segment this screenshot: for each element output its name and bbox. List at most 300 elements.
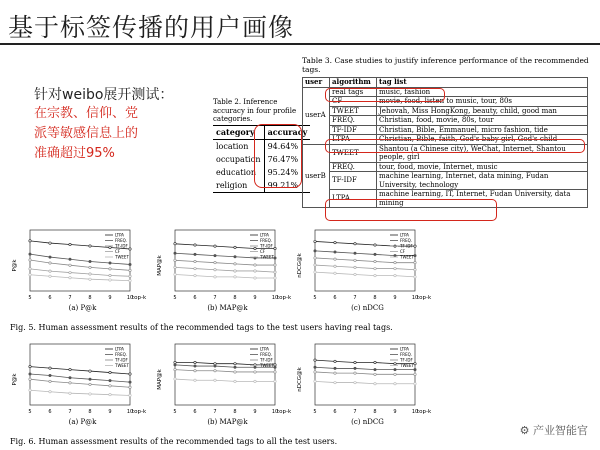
data-point [194, 361, 196, 363]
data-point [374, 383, 376, 385]
table2-cell: religion [213, 179, 264, 193]
legend-label: TWEET [115, 363, 129, 368]
data-point [29, 389, 31, 391]
legend-label: TF-IDF [260, 357, 273, 363]
legend-label: CF [260, 249, 266, 254]
x-tick-label: 5 [28, 409, 32, 415]
x-tick-label: 5 [28, 295, 32, 301]
table3-header-user: user [303, 78, 330, 88]
series-line-tfidf [30, 379, 130, 387]
x-tick-label: 9 [393, 295, 397, 301]
data-point [314, 380, 316, 382]
x-tick-label: 7 [68, 409, 72, 415]
line-chart [155, 342, 300, 427]
x-tick-label: 6 [48, 409, 52, 415]
data-point [214, 370, 216, 372]
data-point [214, 379, 216, 381]
fig6-caption: Fig. 6. Human assessment results of the recommended tags to all the test users. [10, 437, 338, 446]
data-point [214, 365, 216, 367]
table3-user-b: userB [303, 144, 330, 208]
series-line-tfidf [175, 260, 275, 265]
fig5-caption: Fig. 5. Human assessment results of the recommended tags to the test users having real tags. [10, 323, 393, 332]
x-axis-label: top-k [132, 409, 147, 415]
data-point [394, 363, 396, 365]
table-row [303, 172, 588, 190]
data-point [174, 368, 176, 370]
data-point [109, 279, 111, 281]
data-point [274, 364, 276, 366]
data-point [129, 248, 131, 250]
x-tick-label: 6 [333, 409, 337, 415]
data-point [129, 381, 131, 383]
line-chart [10, 342, 155, 427]
data-point [174, 364, 176, 366]
data-point [49, 270, 51, 272]
x-axis-label: top-k [277, 409, 292, 415]
data-point [274, 371, 276, 373]
data-point [194, 274, 196, 276]
series-line-tfidf [175, 370, 275, 372]
data-point [49, 242, 51, 244]
legend-label: FREQ. [400, 238, 413, 243]
series-line-tweet [175, 379, 275, 381]
userA-realtags-highlight-circle [325, 88, 445, 102]
data-point [394, 368, 396, 370]
data-point [49, 391, 51, 393]
data-point [254, 277, 256, 279]
data-point [254, 270, 256, 272]
legend-label: FREQ. [400, 352, 413, 357]
data-point [354, 273, 356, 275]
data-point [29, 240, 31, 242]
data-point [414, 373, 416, 375]
table3-cell: Christian, Bible, Emmanuel, micro fashion, tide [377, 125, 588, 135]
data-point [374, 373, 376, 375]
subplot-label: (b) MAP@k [207, 304, 248, 312]
data-point [194, 267, 196, 269]
data-point [394, 254, 396, 256]
data-point [29, 259, 31, 261]
highlight-line-2: 派等敏感信息上的 [34, 126, 139, 141]
chart-panel [155, 342, 300, 431]
table3-cell: Christian, Bible, faith, God's baby girl, God's child [377, 135, 588, 145]
data-point [234, 246, 236, 248]
data-point [194, 253, 196, 255]
x-tick-label: 7 [213, 295, 217, 301]
table2-header-category: category [213, 126, 264, 140]
data-point [109, 385, 111, 387]
data-point [374, 274, 376, 276]
intro-text: 针对weibo展开测试： [34, 87, 174, 103]
data-point [234, 270, 236, 272]
x-tick-label: 7 [68, 295, 72, 301]
data-point [234, 371, 236, 373]
data-point [314, 257, 316, 259]
table3-cell: machine learning, Internet, data mining, Fudan University, technology [377, 172, 588, 190]
data-point [174, 252, 176, 254]
x-axis-label: top-k [132, 295, 147, 301]
y-axis-label: MAP@k [157, 369, 163, 390]
subplot-label: (b) MAP@k [207, 418, 248, 426]
data-point [414, 269, 416, 271]
x-tick-label: 8 [373, 295, 377, 301]
subplot-label: (c) nDCG [351, 304, 384, 312]
legend-label: LTPA [400, 346, 410, 352]
data-point [89, 245, 91, 247]
data-point [354, 266, 356, 268]
watermark [520, 422, 588, 438]
table3-cell: TF-IDF [330, 172, 377, 190]
data-point [414, 363, 416, 365]
x-tick-label: 9 [393, 409, 397, 415]
table3-caption: Table 3. Case studies to justify inference performance of the recommended tags. [302, 56, 589, 74]
title-underline [0, 43, 600, 45]
data-point [89, 378, 91, 380]
data-point [394, 383, 396, 385]
table2-cell: occupation [216, 155, 261, 164]
x-tick-label: 8 [88, 409, 92, 415]
table3-cell: Jehovah, Miss HongKong, beauty, child, good man [377, 106, 588, 116]
x-tick-label: 5 [173, 409, 177, 415]
x-tick-label: 9 [253, 409, 257, 415]
subplot-label: (a) P@k [68, 304, 97, 312]
data-point [49, 380, 51, 382]
data-point [174, 243, 176, 245]
data-point [274, 366, 276, 368]
series-line-tweet [315, 381, 415, 383]
x-tick-label: 7 [353, 409, 357, 415]
legend-label: TWEET [260, 363, 274, 368]
data-point [334, 381, 336, 383]
chart-panel [10, 342, 155, 431]
data-point [314, 264, 316, 266]
legend-label: LTPA [260, 346, 270, 352]
legend-label: CF [400, 249, 406, 254]
legend-label: CF [115, 249, 121, 254]
watermark-text: 产业智能官 [533, 424, 588, 437]
data-point [69, 382, 71, 384]
data-point [49, 256, 51, 258]
series-line-tweet [175, 274, 275, 278]
data-point [354, 243, 356, 245]
data-point [374, 368, 376, 370]
table3-user-a: userA [303, 87, 330, 144]
data-point [29, 268, 31, 270]
data-point [234, 366, 236, 368]
x-tick-label: 7 [213, 409, 217, 415]
data-point [374, 267, 376, 269]
x-axis-label: top-k [277, 295, 292, 301]
accuracy-highlight-circle [254, 124, 302, 188]
data-point [414, 245, 416, 247]
legend-label: TF-IDF [260, 243, 273, 249]
x-tick-label: 9 [253, 295, 257, 301]
data-point [129, 279, 131, 281]
legend-label: TF-IDF [400, 243, 413, 249]
y-axis-label: nDCG@k [297, 367, 303, 392]
table3-cell: TWEET [330, 144, 377, 162]
x-axis-label: top-k [417, 295, 432, 301]
y-axis-label: P@k [12, 259, 18, 272]
data-point [214, 363, 216, 365]
x-tick-label: 6 [193, 409, 197, 415]
data-point [254, 366, 256, 368]
data-point [174, 259, 176, 261]
data-point [374, 361, 376, 363]
x-tick-label: 8 [233, 409, 237, 415]
wechat-icon: ⚙ [519, 424, 530, 437]
x-tick-label: 6 [193, 295, 197, 301]
table3-cell: machine learning, IT, Internet, Fudan University, data mining [377, 190, 588, 208]
table3-cell: movie, food, listen to music, tour, 80s [377, 97, 588, 107]
legend-label: TF-IDF [400, 357, 413, 363]
x-tick-label: 9 [108, 409, 112, 415]
data-point [194, 260, 196, 262]
chart-panel [295, 228, 440, 317]
chart-panel [10, 228, 155, 317]
data-point [69, 368, 71, 370]
table-row [303, 106, 588, 116]
data-point [89, 273, 91, 275]
data-point [394, 267, 396, 269]
chart-panel [295, 342, 440, 431]
x-tick-label: 7 [353, 295, 357, 301]
table3-header-taglist: tag list [377, 78, 588, 88]
x-tick-label: 10 [126, 295, 134, 301]
data-point [174, 361, 176, 363]
data-point [374, 260, 376, 262]
data-point [334, 272, 336, 274]
table3-cell: LTPA [330, 190, 377, 208]
data-point [314, 366, 316, 368]
table2-cell: 95.24% [264, 166, 310, 179]
data-point [214, 261, 216, 263]
data-point [354, 252, 356, 254]
data-point [274, 257, 276, 259]
x-tick-label: 5 [313, 409, 317, 415]
data-point [234, 276, 236, 278]
data-point [69, 258, 71, 260]
table3-cell: LTPA [330, 135, 377, 145]
data-point [29, 274, 31, 276]
table-row [303, 162, 588, 172]
table2-header-accuracy: accuracy [264, 126, 310, 140]
table2-cell: 76.47% [264, 153, 310, 166]
legend-label: TF-IDF [115, 357, 128, 363]
data-point [109, 371, 111, 373]
data-point [214, 276, 216, 278]
table2-cell: location [216, 142, 249, 151]
data-point [194, 370, 196, 372]
x-tick-label: 8 [373, 409, 377, 415]
data-point [89, 278, 91, 280]
data-point [414, 261, 416, 263]
x-tick-label: 5 [173, 295, 177, 301]
data-point [109, 379, 111, 381]
data-point [49, 374, 51, 376]
highlight-line-3: 准确超过95% [34, 146, 115, 161]
legend-label: TWEET [400, 363, 414, 368]
legend-label: LTPA [400, 232, 410, 238]
data-point [29, 365, 31, 367]
legend-label: TWEET [115, 254, 129, 260]
data-point [274, 277, 276, 279]
series-line-tfidf [315, 372, 415, 374]
data-point [274, 380, 276, 382]
table3-cell: CF [330, 97, 377, 107]
x-axis-label: top-k [417, 409, 432, 415]
data-point [214, 269, 216, 271]
table3-cell: Christian, food, movie, 80s, tour [377, 116, 588, 126]
data-point [394, 261, 396, 263]
data-point [334, 241, 336, 243]
chart-panel [155, 228, 300, 317]
legend-label: FREQ. [115, 352, 128, 357]
data-point [89, 266, 91, 268]
legend-label: TWEET [260, 254, 274, 260]
data-point [129, 373, 131, 375]
legend-label: FREQ. [260, 352, 273, 357]
data-point [334, 265, 336, 267]
data-point [354, 367, 356, 369]
series-line-tweet [315, 272, 415, 277]
legend-label: FREQ. [260, 238, 273, 243]
legend-label: TF-IDF [115, 243, 128, 249]
x-tick-label: 10 [411, 409, 419, 415]
data-point [354, 259, 356, 261]
data-point [354, 372, 356, 374]
data-point [194, 379, 196, 381]
line-chart [155, 228, 300, 313]
x-tick-label: 10 [271, 409, 279, 415]
data-point [69, 264, 71, 266]
data-point [29, 378, 31, 380]
series-line-tweet [30, 390, 130, 395]
series-line-cf [175, 267, 275, 272]
data-point [194, 244, 196, 246]
data-point [354, 361, 356, 363]
data-point [109, 393, 111, 395]
data-point [334, 258, 336, 260]
y-axis-label: MAP@k [157, 255, 163, 276]
data-point [414, 368, 416, 370]
data-point [69, 271, 71, 273]
legend-label: TWEET [400, 254, 414, 260]
data-point [129, 394, 131, 396]
data-point [89, 260, 91, 262]
table3-cell: FREQ. [330, 116, 377, 126]
data-point [314, 271, 316, 273]
data-point [89, 370, 91, 372]
series-line-cf [315, 265, 415, 270]
data-point [29, 253, 31, 255]
legend-label: LTPA [115, 232, 125, 238]
data-point [129, 275, 131, 277]
x-tick-label: 10 [411, 295, 419, 301]
data-point [174, 378, 176, 380]
data-point [69, 377, 71, 379]
data-point [414, 383, 416, 385]
data-point [174, 266, 176, 268]
subplot-label: (a) P@k [68, 418, 97, 426]
data-point [194, 365, 196, 367]
table3-cell: TWEET [330, 106, 377, 116]
data-point [49, 367, 51, 369]
data-point [89, 393, 91, 395]
data-point [274, 247, 276, 249]
data-point [234, 256, 236, 258]
series-line-cf [30, 269, 130, 276]
data-point [314, 250, 316, 252]
data-point [354, 381, 356, 383]
y-axis-label: P@k [12, 373, 18, 386]
data-point [69, 243, 71, 245]
data-point [234, 380, 236, 382]
x-tick-label: 10 [126, 409, 134, 415]
y-axis-label: nDCG@k [297, 253, 303, 278]
data-point [254, 247, 256, 249]
data-point [334, 360, 336, 362]
table3-header-algorithm: algorithm [330, 78, 377, 88]
data-point [214, 254, 216, 256]
table3-cell: real tags [330, 87, 377, 97]
data-point [69, 277, 71, 279]
data-point [214, 245, 216, 247]
x-tick-label: 6 [48, 295, 52, 301]
data-point [49, 262, 51, 264]
data-point [109, 274, 111, 276]
table2-cell: 99.21% [264, 179, 310, 193]
x-tick-label: 8 [88, 295, 92, 301]
x-tick-label: 6 [333, 295, 337, 301]
data-point [314, 240, 316, 242]
table3-cell: Shantou (a Chinese city), WeChat, Internet, Shantou people, girl [377, 144, 588, 162]
data-point [109, 268, 111, 270]
userA-ltpa-highlight-circle [325, 139, 585, 153]
line-chart [295, 228, 440, 313]
data-point [254, 264, 256, 266]
data-point [414, 276, 416, 278]
data-point [234, 363, 236, 365]
data-point [129, 263, 131, 265]
data-point [129, 386, 131, 388]
table2-cell: 94.64% [264, 140, 310, 154]
data-point [49, 275, 51, 277]
highlight-line-1: 在宗教、信仰、党 [34, 106, 139, 121]
data-point [109, 262, 111, 264]
data-point [334, 251, 336, 253]
series-line-tfidf [30, 260, 130, 270]
data-point [129, 269, 131, 271]
data-point [394, 373, 396, 375]
table3-cell: TF-IDF [330, 125, 377, 135]
x-tick-label: 9 [108, 295, 112, 301]
x-tick-label: 10 [271, 295, 279, 301]
data-point [254, 380, 256, 382]
x-tick-label: 5 [313, 295, 317, 301]
data-point [334, 367, 336, 369]
slide-title: 基于标签传播的用户画像 [8, 13, 295, 42]
userB-ltpa-highlight-circle [325, 199, 497, 221]
table3-cell: music, fashion [377, 87, 588, 97]
legend-label: LTPA [115, 346, 125, 352]
data-point [69, 392, 71, 394]
line-chart [295, 342, 440, 427]
table3-cell: tour, food, movie, Internet, music [377, 162, 588, 172]
data-point [234, 263, 236, 265]
legend-label: LTPA [260, 232, 270, 238]
table-row [303, 125, 588, 135]
